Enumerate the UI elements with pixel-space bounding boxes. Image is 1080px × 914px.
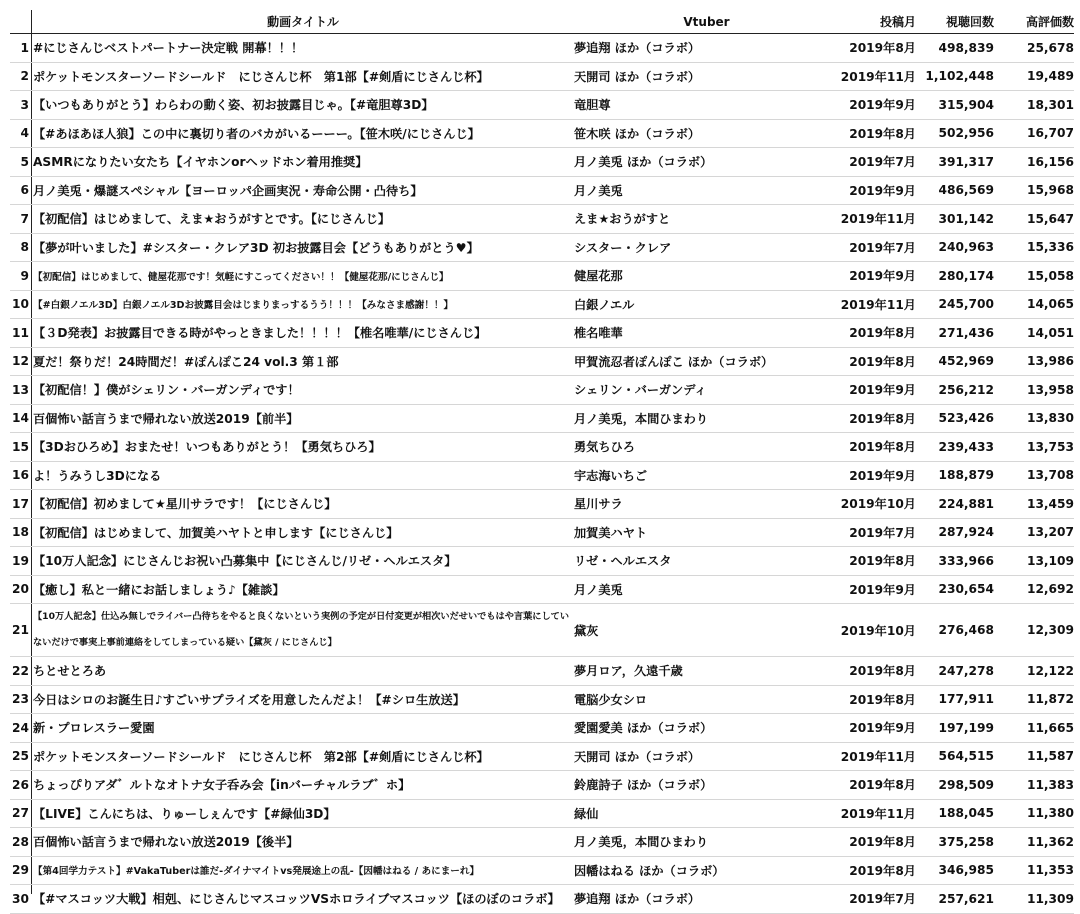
view-count: 391,317 <box>938 154 994 169</box>
like-count: 16,707 <box>1026 126 1074 141</box>
table-row <box>10 857 1074 886</box>
video-title: ポケットモンスターソードシールド にじさんじ杯 第1部【#剣盾にじさんじ杯】 <box>33 69 489 84</box>
rank-number: 19 <box>12 553 29 568</box>
view-count: 271,436 <box>938 325 994 340</box>
table-row <box>10 490 1074 519</box>
rank-number: 18 <box>12 525 29 540</box>
table-row <box>10 800 1074 829</box>
vtuber-name: 勇気ちひろ <box>574 440 635 455</box>
view-count: 346,985 <box>938 863 994 878</box>
vtuber-name: 月ノ美兎 ほか（コラボ） <box>574 155 713 170</box>
post-month: 2019年10月 <box>840 497 916 512</box>
rank-number: 24 <box>12 720 29 735</box>
video-title: 今日はシロのお誕生日♪すごいサプライズを用意したんだよ！【#シロ生放送】 <box>33 692 465 707</box>
view-count: 523,426 <box>938 411 994 426</box>
view-count: 276,468 <box>938 623 994 637</box>
video-title: #にじさんじベストパートナー決定戦 開幕！！！ <box>33 41 304 56</box>
post-month: 2019年11月 <box>840 212 916 227</box>
table-row <box>10 34 1074 63</box>
rank-number: 16 <box>12 468 29 483</box>
like-count: 13,753 <box>1026 439 1074 454</box>
post-month: 2019年10月 <box>840 623 916 638</box>
video-title: 【いつもありがとう】わらわの動く姿、初お披露目じゃ。【#竜胆尊3D】 <box>33 98 434 113</box>
video-title: 月ノ美兎・爆謎スペシャル【ヨーロッパ企画実況・寿命公開・凸待ち】 <box>33 183 423 198</box>
video-title: ポケットモンスターソードシールド にじさんじ杯 第2部【#剣盾にじさんじ杯】 <box>33 749 489 764</box>
table-row <box>10 405 1074 434</box>
post-month: 2019年9月 <box>849 98 916 113</box>
video-title: 【初配信！】僕がシェリン・バーガンディです！ <box>33 383 300 398</box>
video-title: 【癒し】私と一緒にお話しましょう♪【雑談】 <box>33 582 285 597</box>
vtuber-name: 天開司 ほか（コラボ） <box>574 749 701 764</box>
vtuber-name: シェリン・バーガンディ <box>574 383 707 398</box>
vtuber-name: 月ノ美兎，本間ひまわり <box>574 835 709 850</box>
video-title: 【３D発表】お披露目できる時がやっときました！！！！【椎名唯華/にじさんじ】 <box>33 326 487 341</box>
vtuber-name: 夢追翔 ほか（コラボ） <box>574 892 701 907</box>
view-count: 256,212 <box>938 382 994 397</box>
view-count: 240,963 <box>938 240 994 255</box>
table-row <box>10 657 1074 686</box>
table-row <box>10 120 1074 149</box>
vtuber-name: 竜胆尊 <box>574 98 611 113</box>
table-row <box>10 148 1074 177</box>
vtuber-name: 星川サラ <box>574 497 623 512</box>
video-title: 【#白銀ノエル3D】白銀ノエル3Dお披露目会はじまりまっするうう！！！【みなさま感謝！！】 <box>33 300 454 312</box>
view-count: 188,879 <box>938 468 994 483</box>
view-count: 280,174 <box>938 268 994 283</box>
like-count: 11,353 <box>1026 863 1074 878</box>
post-month: 2019年9月 <box>849 269 916 284</box>
post-month: 2019年11月 <box>840 749 916 764</box>
view-count: 257,621 <box>938 891 994 906</box>
like-count: 12,122 <box>1026 663 1074 678</box>
post-month: 2019年8月 <box>849 835 916 850</box>
table-row <box>10 291 1074 320</box>
post-month: 2019年9月 <box>849 582 916 597</box>
rank-number: 23 <box>12 692 29 707</box>
view-count: 315,904 <box>938 97 994 112</box>
like-count: 11,872 <box>1026 692 1074 707</box>
like-count: 12,309 <box>1026 623 1074 637</box>
video-title: 【第4回学力テスト】#VakaTuberは誰だ-ダイナマイトvs発展途上の乱-【因幡はねる / あにまーれ】 <box>33 866 480 878</box>
like-count: 13,459 <box>1026 496 1074 511</box>
post-month: 2019年11月 <box>840 69 916 84</box>
table-row <box>10 262 1074 291</box>
video-title: ちとせとろあ <box>33 664 107 679</box>
video-title: 百個怖い話言うまで帰れない放送2019【前半】 <box>33 411 299 426</box>
table-row <box>10 234 1074 263</box>
video-title: 百個怖い話言うまで帰れない放送2019【後半】 <box>33 835 299 850</box>
video-title: 【LIVE】こんにちは、りゅーしぇんです【#緑仙3D】 <box>33 806 336 821</box>
post-month: 2019年7月 <box>849 525 916 540</box>
rank-number: 27 <box>12 806 29 821</box>
table-row <box>10 376 1074 405</box>
ranking-table <box>10 10 1074 914</box>
like-count: 13,708 <box>1026 468 1074 483</box>
video-title: よ！うみうし3Dになる <box>33 468 162 483</box>
table-row <box>10 462 1074 491</box>
video-title: ASMRになりたい女たち【イヤホンorヘッドホン着用推奨】 <box>33 155 368 170</box>
rank-number: 4 <box>20 126 29 141</box>
rank-number: 25 <box>12 749 29 764</box>
video-title: 【夢が叶いました】#シスター・クレア3D 初お披露目会【どうもありがとう♥】 <box>33 240 479 255</box>
table-row <box>10 743 1074 772</box>
rank-number: 5 <box>20 154 29 169</box>
view-count: 287,924 <box>938 525 994 540</box>
video-title: 【#マスコッツ大戦】相剋、にじさんじマスコッツVSホロライブマスコッツ【ほのぼのコラボ】 <box>33 892 560 907</box>
post-month: 2019年8月 <box>849 41 916 56</box>
video-title: 【初配信】初めまして★星川サラです！【にじさんじ】 <box>33 497 337 512</box>
like-count: 13,109 <box>1026 553 1074 568</box>
video-title: 【#あほあほ人狼】この中に裏切り者のバカがいるーーー。【笹木咲/にじさんじ】 <box>33 126 480 141</box>
video-title: ちょっぴりアダ゛ルトなオトナ女子呑み会【inバーチャルラブ゛ホ】 <box>33 778 411 793</box>
table-row <box>10 319 1074 348</box>
post-month: 2019年9月 <box>849 721 916 736</box>
rank-number: 7 <box>20 211 29 226</box>
video-title: 【初配信】はじめまして、えま★おうがすとです。【にじさんじ】 <box>33 212 391 227</box>
view-count: 239,433 <box>938 439 994 454</box>
header-rating: 高評価数 <box>1025 15 1074 29</box>
rank-number: 22 <box>12 663 29 678</box>
rank-number: 11 <box>12 325 29 340</box>
like-count: 15,968 <box>1026 183 1074 198</box>
like-count: 11,362 <box>1026 834 1074 849</box>
view-count: 177,911 <box>938 692 994 707</box>
vtuber-name: 緑仙 <box>574 806 599 821</box>
table-row <box>10 828 1074 857</box>
view-count: 224,881 <box>938 496 994 511</box>
post-month: 2019年8月 <box>849 778 916 793</box>
table-header <box>10 10 1074 34</box>
vtuber-name: 夢月ロア，久遠千歳 <box>574 664 683 679</box>
like-count: 15,336 <box>1026 240 1074 255</box>
table-row <box>10 63 1074 92</box>
like-count: 25,678 <box>1026 40 1074 55</box>
video-title: 【3Dおひろめ】おまたせ！いつもありがとう！【勇気ちひろ】 <box>33 440 381 455</box>
rank-number: 8 <box>20 240 29 255</box>
post-month: 2019年11月 <box>840 297 916 312</box>
vtuber-name: リゼ・ヘルエスタ <box>574 554 672 569</box>
post-month: 2019年8月 <box>849 126 916 141</box>
table-row <box>10 519 1074 548</box>
view-count: 502,956 <box>938 126 994 141</box>
vtuber-name: 夢追翔 ほか（コラボ） <box>574 41 701 56</box>
view-count: 333,966 <box>938 553 994 568</box>
post-month: 2019年7月 <box>849 240 916 255</box>
rank-number: 17 <box>12 496 29 511</box>
rank-number: 15 <box>12 439 29 454</box>
like-count: 13,830 <box>1026 411 1074 426</box>
rank-number: 21 <box>12 623 29 637</box>
rank-number: 10 <box>12 297 29 312</box>
view-count: 375,258 <box>938 834 994 849</box>
view-count: 230,654 <box>938 582 994 597</box>
view-count: 498,839 <box>938 40 994 55</box>
vtuber-name: 甲賀流忍者ぽんぽこ ほか（コラボ） <box>574 354 774 369</box>
rank-number: 1 <box>20 40 29 55</box>
like-count: 13,986 <box>1026 354 1074 369</box>
rank-number: 9 <box>20 268 29 283</box>
vtuber-name: 白銀ノエル <box>574 297 635 312</box>
vtuber-name: えま★おうがすと <box>574 212 671 227</box>
like-count: 16,156 <box>1026 154 1074 169</box>
post-month: 2019年9月 <box>849 383 916 398</box>
header-vtuber: Vtuber <box>683 14 730 29</box>
video-title: 夏だ！祭りだ！24時間だ！#ぽんぽこ24 vol.3 第１部 <box>33 354 339 369</box>
table-row <box>10 885 1074 914</box>
like-count: 11,587 <box>1026 749 1074 764</box>
rank-number: 30 <box>12 891 29 906</box>
table-row <box>10 576 1074 605</box>
vtuber-name: 宇志海いちご <box>574 468 648 483</box>
vtuber-name: シスター・クレア <box>574 240 672 255</box>
like-count: 13,958 <box>1026 382 1074 397</box>
like-count: 15,647 <box>1026 211 1074 226</box>
vtuber-name: 月ノ美兎 <box>574 183 623 198</box>
header-title: 動画タイトル <box>267 15 339 29</box>
rank-number: 3 <box>20 97 29 112</box>
video-title: 【10万人記念】仕込み無しでライバー凸待ちをやると良くないという実例の予定が日付変更が相次いだせいでもはや言葉にしていないだけで事実上事前連絡をしてしまっている疑い【黛灰 / にじさんじ】 <box>33 611 570 648</box>
like-count: 13,207 <box>1026 525 1074 540</box>
view-count: 197,199 <box>938 720 994 735</box>
vtuber-name: 黛灰 <box>574 623 599 638</box>
rank-number: 12 <box>12 354 29 369</box>
post-month: 2019年8月 <box>849 554 916 569</box>
post-month: 2019年9月 <box>849 468 916 483</box>
view-count: 301,142 <box>938 211 994 226</box>
rank-number: 2 <box>20 69 29 84</box>
vtuber-name: 因幡はねる ほか（コラボ） <box>574 863 725 878</box>
table-row <box>10 205 1074 234</box>
view-count: 245,700 <box>938 297 994 312</box>
post-month: 2019年8月 <box>849 411 916 426</box>
rank-number: 20 <box>12 582 29 597</box>
like-count: 18,301 <box>1026 97 1074 112</box>
video-title: 【10万人記念】にじさんじお祝い凸募集中【にじさんじ/リゼ・ヘルエスタ】 <box>33 554 457 569</box>
rank-number: 6 <box>20 183 29 198</box>
video-title: 【初配信】はじめまして、健屋花那です！気軽にすこってください！！【健屋花那/にじさんじ】 <box>33 271 449 283</box>
view-count: 452,969 <box>938 354 994 369</box>
vtuber-name: 加賀美ハヤト <box>574 525 648 540</box>
vtuber-name: 椎名唯華 <box>574 326 623 341</box>
like-count: 19,489 <box>1026 69 1074 84</box>
table-row <box>10 91 1074 120</box>
like-count: 12,692 <box>1026 582 1074 597</box>
like-count: 15,058 <box>1026 268 1074 283</box>
rank-number: 14 <box>12 411 29 426</box>
table-row <box>10 686 1074 715</box>
vtuber-name: 天開司 ほか（コラボ） <box>574 69 701 84</box>
view-count: 486,569 <box>938 183 994 198</box>
vtuber-name: 健屋花那 <box>574 269 623 284</box>
vtuber-name: 月ノ美兎，本間ひまわり <box>574 411 709 426</box>
vtuber-name: 月ノ美兎 <box>574 582 623 597</box>
view-count: 247,278 <box>938 663 994 678</box>
post-month: 2019年8月 <box>849 863 916 878</box>
post-month: 2019年8月 <box>849 354 916 369</box>
table-row <box>10 547 1074 576</box>
view-count: 564,515 <box>938 749 994 764</box>
view-count: 188,045 <box>938 806 994 821</box>
rank-number: 28 <box>12 834 29 849</box>
view-count: 298,509 <box>938 777 994 792</box>
rank-number: 26 <box>12 777 29 792</box>
vtuber-name: 電脳少女シロ <box>574 692 648 707</box>
post-month: 2019年8月 <box>849 692 916 707</box>
like-count: 11,380 <box>1026 806 1074 821</box>
table-row <box>10 348 1074 377</box>
video-title: 【初配信】はじめまして、加賀美ハヤトと申します【にじさんじ】 <box>33 525 399 540</box>
post-month: 2019年7月 <box>849 892 916 907</box>
header-views: 視聴回数 <box>945 15 994 29</box>
table-row <box>10 771 1074 800</box>
vtuber-name: 鈴鹿詩子 ほか（コラボ） <box>574 778 713 793</box>
post-month: 2019年9月 <box>849 183 916 198</box>
post-month: 2019年8月 <box>849 440 916 455</box>
rank-number: 29 <box>12 863 29 878</box>
like-count: 11,665 <box>1026 720 1074 735</box>
like-count: 14,051 <box>1026 325 1074 340</box>
post-month: 2019年8月 <box>849 326 916 341</box>
table-row <box>10 604 1074 657</box>
post-month: 2019年11月 <box>840 806 916 821</box>
header-month: 投稿月 <box>879 15 916 29</box>
post-month: 2019年8月 <box>849 664 916 679</box>
view-count: 1,102,448 <box>925 69 994 84</box>
like-count: 11,383 <box>1026 777 1074 792</box>
table-row <box>10 177 1074 206</box>
like-count: 14,065 <box>1026 297 1074 312</box>
table-row <box>10 714 1074 743</box>
post-month: 2019年7月 <box>849 155 916 170</box>
table-row <box>10 433 1074 462</box>
vtuber-name: 愛園愛美 ほか（コラボ） <box>574 721 713 736</box>
table-body <box>10 34 1074 914</box>
rank-number: 13 <box>12 382 29 397</box>
video-title: 新・プロレスラー愛園 <box>33 721 155 736</box>
vtuber-name: 笹木咲 ほか（コラボ） <box>574 126 701 141</box>
like-count: 11,309 <box>1026 891 1074 906</box>
